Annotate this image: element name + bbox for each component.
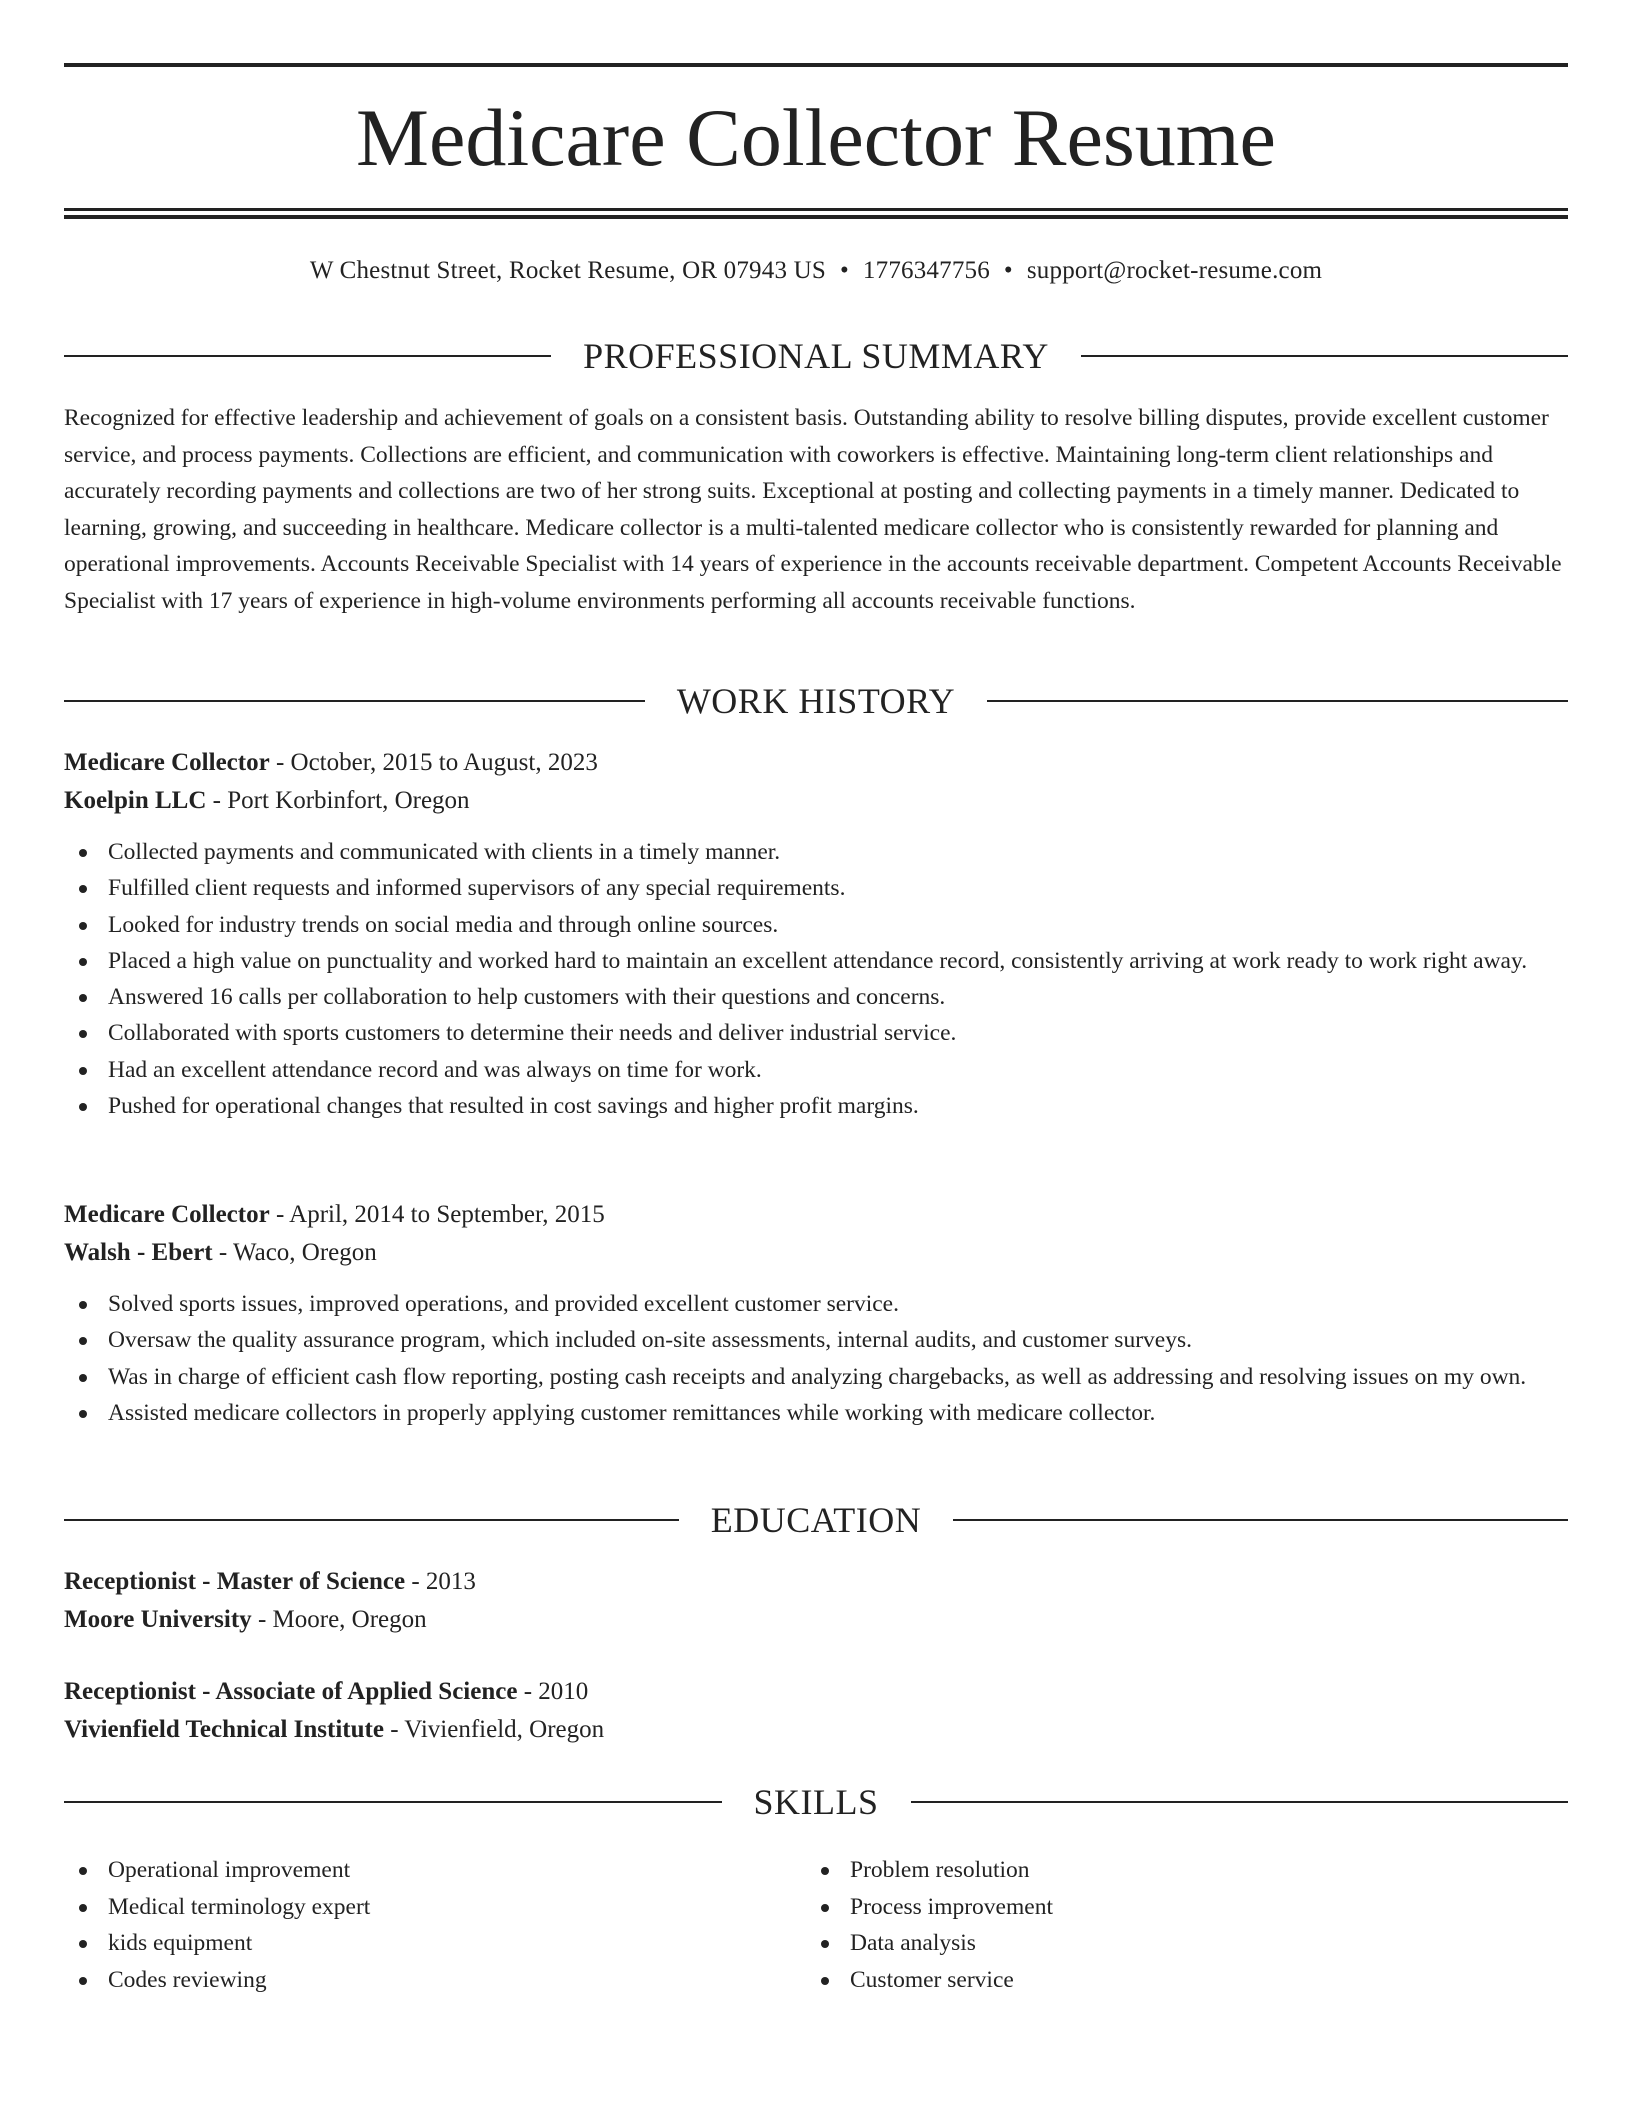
bullet-icon [79, 1103, 87, 1111]
contact-phone: 1776347756 [862, 257, 990, 284]
list-item: Codes reviewing [64, 1962, 784, 1999]
school-location: - Moore, Oregon [251, 1606, 427, 1633]
school: Vivienfield Technical Institute [64, 1716, 384, 1743]
list-item: Pushed for operational changes that resulted in cost savings and higher profit margins. [64, 1088, 1570, 1124]
list-item: Fulfilled client requests and informed supervisors of any special requirements. [64, 870, 1570, 906]
job-title-line [64, 744, 1570, 782]
section-title: EDUCATION [710, 1500, 922, 1540]
job-location: - Waco, Oregon [212, 1239, 377, 1266]
bullet-icon [79, 1374, 87, 1382]
job-dates: - October, 2015 to August, 2023 [269, 749, 598, 776]
section-title: WORK HISTORY [676, 681, 956, 721]
bullet-icon [79, 1410, 87, 1418]
job-title: Medicare Collector [64, 1201, 270, 1228]
education-entry [64, 1563, 1570, 1639]
list-item: Placed a high value on punctuality and worked hard to maintain an excellent attendance record, consistently arriving at work ready to work right away. [64, 943, 1570, 979]
job-title: Medicare Collector [64, 749, 270, 776]
list-item: Collected payments and communicated with clients in a timely manner. [64, 834, 1570, 870]
heading-rule-right [953, 1519, 1568, 1521]
list-item: Process improvement [806, 1889, 1566, 1926]
bullet-icon [79, 1067, 87, 1075]
bullet-icon [79, 922, 87, 930]
contact-email: support@rocket-resume.com [1026, 257, 1323, 284]
job-location: - Port Korbinfort, Oregon [206, 787, 470, 814]
heading-rule-left [64, 700, 645, 702]
skills-column-right [806, 1852, 1566, 1998]
job-company: Koelpin LLC [64, 787, 207, 814]
bullet-icon [821, 1904, 829, 1912]
list-item: Was in charge of efficient cash flow reporting, posting cash receipts and analyzing chargebacks, as well as addressing and resolving issues on my own. [64, 1359, 1570, 1395]
section-heading-education [64, 1498, 1568, 1542]
bullet-icon [79, 994, 87, 1002]
school-line [64, 1601, 1570, 1639]
degree-year: - 2013 [405, 1568, 476, 1595]
bullet-icon [79, 1867, 87, 1875]
heading-rule-right [987, 700, 1568, 702]
section-heading-skills [64, 1780, 1568, 1824]
contact-address: W Chestnut Street, Rocket Resume, OR 07943 US [309, 257, 826, 284]
heading-rule-right [911, 1801, 1569, 1803]
school-line [64, 1711, 1570, 1749]
bullet-icon [79, 958, 87, 966]
skills-column-left [64, 1852, 784, 1998]
job-bullets [64, 834, 1570, 1124]
bullet-icon [79, 1977, 87, 1985]
section-heading-work-history [64, 679, 1568, 723]
list-item: Medical terminology expert [64, 1889, 784, 1926]
job-entry [64, 1196, 1570, 1431]
school-location: - Vivienfield, Oregon [383, 1716, 605, 1743]
list-item: Had an excellent attendance record and was always on time for work. [64, 1052, 1570, 1088]
bullet-icon [821, 1940, 829, 1948]
section-title: PROFESSIONAL SUMMARY [583, 336, 1049, 376]
list-item: Data analysis [806, 1925, 1566, 1962]
job-entry [64, 744, 1570, 1124]
job-company-line [64, 782, 1570, 820]
list-item: kids equipment [64, 1925, 784, 1962]
list-item: Operational improvement [64, 1852, 784, 1889]
section-title: SKILLS [753, 1782, 879, 1822]
heading-rule-left [64, 355, 551, 357]
list-item: Problem resolution [806, 1852, 1566, 1889]
bullet-icon [79, 1337, 87, 1345]
contact-line [64, 254, 1568, 288]
school: Moore University [64, 1606, 252, 1633]
section-heading-summary [64, 334, 1568, 378]
contact-separator: • [1003, 257, 1013, 284]
list-item: Collaborated with sports customers to determine their needs and deliver industrial service. [64, 1015, 1570, 1051]
skills-list [806, 1852, 1566, 1998]
heading-rule-left [64, 1519, 679, 1521]
heading-rule-right [1081, 355, 1568, 357]
list-item: Answered 16 calls per collaboration to help customers with their questions and concerns. [64, 979, 1570, 1015]
degree-line [64, 1673, 1570, 1711]
bullet-icon [79, 1904, 87, 1912]
job-bullets [64, 1286, 1570, 1431]
list-item: Customer service [806, 1962, 1566, 1999]
list-item: Oversaw the quality assurance program, which included on-site assessments, internal audits, and customer surveys. [64, 1322, 1570, 1358]
bullet-icon [79, 1940, 87, 1948]
bullet-icon [821, 1977, 829, 1985]
resume-title: Medicare Collector Resume [356, 92, 1276, 183]
bullet-icon [79, 849, 87, 857]
bullet-icon [821, 1867, 829, 1875]
list-item: Assisted medicare collectors in properly applying customer remittances while working with medicare collector. [64, 1395, 1570, 1431]
skills-list [64, 1852, 784, 1998]
list-item: Looked for industry trends on social media and through online sources. [64, 907, 1570, 943]
contact-separator: • [839, 257, 849, 284]
job-company: Walsh - Ebert [64, 1239, 213, 1266]
job-company-line [64, 1234, 1570, 1272]
bullet-icon [79, 1030, 87, 1038]
bullet-icon [79, 1301, 87, 1309]
list-item: Solved sports issues, improved operations, and provided excellent customer service. [64, 1286, 1570, 1322]
job-title-line [64, 1196, 1570, 1234]
degree-year: - 2010 [517, 1678, 589, 1705]
bullet-icon [79, 885, 87, 893]
title-double-rule [64, 208, 1568, 219]
heading-rule-left [64, 1801, 722, 1803]
education-entry [64, 1673, 1570, 1749]
top-rule [64, 63, 1568, 67]
degree: Receptionist - Master of Science [64, 1568, 406, 1595]
summary-text: Recognized for effective leadership and achievement of goals on a consistent basis. Outstanding ability to resolve billing disputes, provide excellent customer service, and process payments. Collections are efficient, and communication with coworkers is effective. Maintaining long-term client relationships and accurately recording payments and collections are two of her strong suits. Exceptional at posting and collecting payments in a timely manner. Dedicated to learning, growing, and succeeding in healthcare. Medicare collector is a multi-talented medicare collector who is consistently rewarded for planning and operational improvements. Accounts Receivable Specialist with 14 years of experience in the accounts receivable department. Competent Accounts Receivable Specialist with 17 years of experience in high-volume environments performing all accounts receivable functions. [64, 405, 1562, 614]
degree: Receptionist - Associate of Applied Science [64, 1678, 518, 1705]
job-dates: - April, 2014 to September, 2015 [269, 1201, 605, 1228]
degree-line [64, 1563, 1570, 1601]
